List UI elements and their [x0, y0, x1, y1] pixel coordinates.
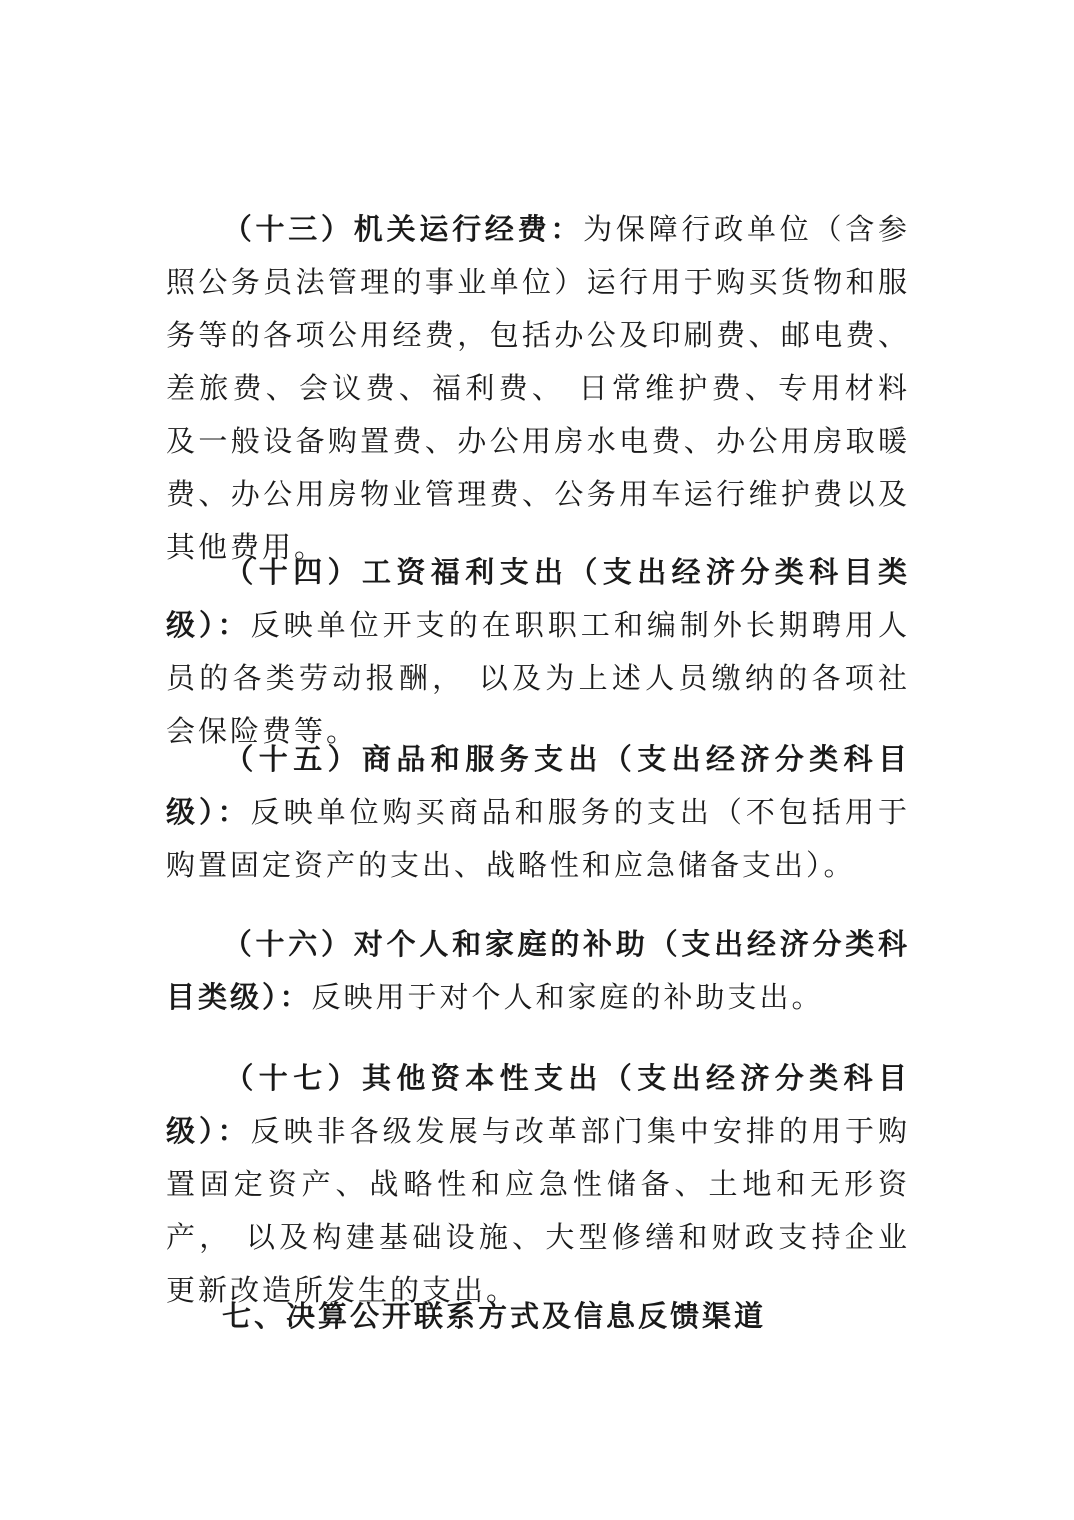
paragraph-lead: （十四）工资福利支出（支出经济分类科目类级）：: [166, 555, 910, 642]
paragraph-text: 反映非各级发展与改革部门集中安排的用于购置固定资产、战略性和应急性储备、土地和无形资产， 以及构建基础设施、大型修缮和财政支持企业更新改造所发生的支出。: [166, 1114, 910, 1307]
paragraph-14: [166, 546, 910, 758]
paragraph-lead: （十三）机关运行经费：: [222, 212, 584, 246]
paragraph-17: [166, 1052, 910, 1317]
paragraph-text: 反映单位购买商品和服务的支出（不包括用于购置固定资产的支出、战略性和应急储备支出）。: [166, 795, 910, 882]
paragraph-lead: （十七）其他资本性支出（支出经济分类科目级）：: [166, 1061, 910, 1148]
paragraph-lead: （十五）商品和服务支出（支出经济分类科目级）：: [166, 742, 910, 829]
paragraph-text: 为保障行政单位（含参照公务员法管理的事业单位）运行用于购买货物和服务等的各项公用经费，包括办公及印刷费、邮电费、差旅费、会议费、福利费、 日常维护费、专用材料及一般设备购置费、办公用房水电费、办公用房取暖费、办公用房物业管理费、公务用车运行维护费以及其他费用。: [166, 212, 910, 564]
paragraph-lead: （十六）对个人和家庭的补助（支出经济分类科 目类级）：: [166, 927, 910, 1014]
section-heading: 七、决算公开联系方式及信息反馈渠道: [222, 1299, 767, 1333]
paragraph-13: [166, 203, 910, 574]
paragraph-text: 反映用于对个人和家庭的补助支出。: [311, 980, 824, 1014]
paragraph-text: 反映单位开支的在职职工和编制外长期聘用人员的各类劳动报酬， 以及为上述人员缴纳的各项社会保险费等。: [166, 608, 910, 748]
paragraph-15: [166, 733, 910, 892]
paragraph-16: [166, 918, 910, 1024]
